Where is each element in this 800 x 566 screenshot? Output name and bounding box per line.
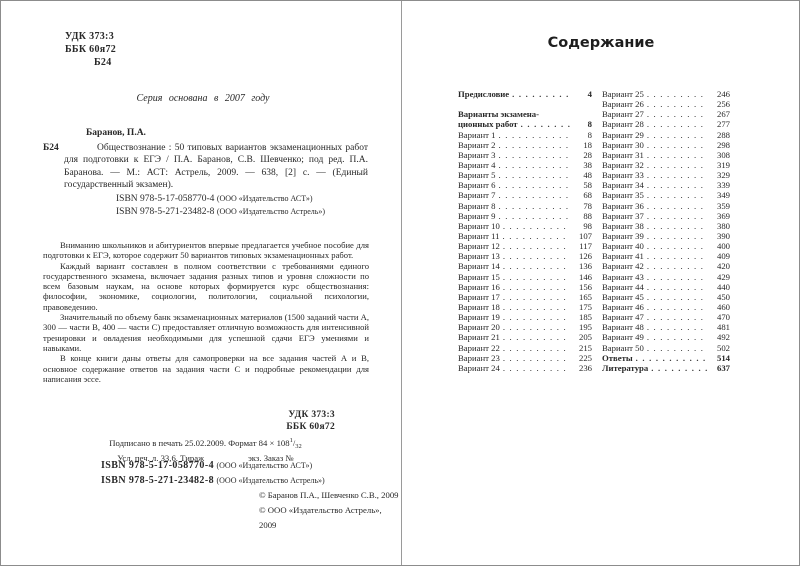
toc-entry-label: ционных работ [458, 119, 518, 130]
toc-entry [458, 130, 592, 140]
toc-entry [602, 231, 730, 241]
isbn-publisher: (ООО «Издательство Астрель») [216, 207, 326, 217]
toc-dot-leader [502, 231, 570, 241]
toc-entry-page: 329 [716, 170, 730, 181]
bbk-code-footer: ББК 60я72 [286, 421, 335, 432]
toc-dot-leader [647, 332, 708, 342]
toc-entry-label: Вариант 35 [602, 190, 644, 201]
toc-entry-label: Вариант 9 [458, 210, 496, 221]
toc-entry [602, 150, 730, 160]
toc-entry-page: 481 [716, 322, 730, 333]
bbk-code: ББК 60я72 [65, 44, 117, 55]
toc-dot-leader [647, 231, 708, 241]
toc-dot-leader [647, 99, 708, 109]
toc-entry [602, 211, 730, 221]
toc-entry-page: 4 [587, 89, 592, 99]
toc-dot-leader [647, 241, 708, 251]
toc-entry-page: 156 [578, 281, 592, 292]
isbn-publisher: (ООО «Издательство АСТ») [216, 461, 313, 470]
toc-entry-label: Вариант 47 [602, 312, 644, 323]
toc-entry [458, 312, 592, 322]
toc-entry-label: Вариант 6 [458, 180, 496, 191]
isbn-publisher: (ООО «Издательство Астрель») [216, 476, 325, 485]
toc-entry-label: Литература [602, 362, 649, 373]
toc-entry-label: Вариант 31 [602, 149, 644, 160]
toc-entry-label: Вариант 40 [602, 241, 644, 252]
series-note: Серия основана в 2007 году [136, 93, 270, 104]
toc-entry [458, 160, 592, 170]
classification-codes-footer [286, 410, 335, 433]
toc-entry-page: 18 [583, 139, 592, 150]
toc-entry-label: Вариант 13 [458, 251, 500, 262]
toc-entry-label: Вариант 46 [602, 301, 644, 312]
copyright-block [259, 488, 401, 533]
toc-dot-leader [647, 109, 708, 119]
toc-entry-label: Предисловие [458, 89, 510, 99]
toc-entry [458, 302, 592, 312]
toc-entry-page: 277 [716, 119, 730, 130]
classification-codes [65, 30, 116, 69]
toc-entry-label: Вариант 4 [458, 159, 496, 170]
toc-entry-label: Вариант 36 [602, 200, 644, 211]
toc-entry [602, 89, 730, 99]
format-slash: / [292, 438, 296, 448]
toc-entry-page: 409 [716, 251, 730, 262]
toc-entry [458, 363, 592, 373]
toc-entry [458, 272, 592, 282]
toc-entry [602, 160, 730, 170]
toc-entry-label: Вариант 7 [458, 190, 496, 201]
toc-entry-page: 185 [578, 312, 592, 323]
toc-entry-page: 88 [583, 210, 592, 221]
toc-dot-leader [503, 363, 570, 373]
udk-code-footer: УДК 373:3 [288, 410, 335, 420]
toc-entry-page: 28 [583, 149, 592, 160]
toc-entry [602, 251, 730, 261]
toc-entry-label: Вариант 28 [602, 119, 644, 130]
page-title: Содержание [547, 35, 655, 51]
isbn-astrel-footer [101, 473, 325, 488]
toc-entry [458, 89, 592, 99]
toc-entry-page: 78 [583, 200, 592, 211]
toc-dot-leader [498, 190, 570, 200]
toc-entry-label: Ответы [602, 352, 633, 363]
udk-code: УДК 373:3 [65, 31, 114, 42]
toc-entry [458, 261, 592, 271]
toc-entry [602, 180, 730, 190]
toc-dot-leader [521, 119, 570, 129]
toc-dot-leader [503, 261, 570, 271]
toc-entry-label: Вариант 20 [458, 322, 500, 333]
toc-entry [458, 221, 592, 231]
toc-entry-label: Вариант 27 [602, 109, 644, 120]
toc-entry [458, 180, 592, 190]
isbn-number: ISBN 978-5-17-058770-4 [101, 460, 214, 471]
isbn-number: ISBN 978-5-271-23482-8 [101, 475, 214, 486]
toc-entry-page: 236 [578, 362, 592, 373]
copyright-publisher: © ООО «Издательство Астрель», 2009 [259, 505, 382, 530]
toc-dot-leader [503, 251, 570, 261]
isbn-ast [116, 193, 368, 205]
catalog-code: Б24 [43, 143, 59, 153]
toc-entry [458, 231, 592, 241]
toc-dot-leader [647, 343, 708, 353]
isbn-number: ISBN 978-5-17-058770-4 [116, 193, 215, 204]
contents-page [402, 1, 800, 565]
toc-dot-leader [647, 180, 708, 190]
toc-entry-page: 126 [578, 251, 592, 262]
toc-entry-label: Вариант 33 [602, 170, 644, 181]
toc-entry [602, 343, 730, 353]
toc-entry-page: 298 [716, 139, 730, 150]
copyright-authors: © Баранов П.А., Шевченко С.В., 2009 [259, 490, 399, 500]
toc-dot-leader [512, 89, 570, 99]
toc-entry-page: 359 [716, 200, 730, 211]
toc-entry-label: Варианты экзамена- [458, 109, 540, 120]
toc-dot-leader [498, 211, 570, 221]
toc-dot-leader [503, 353, 570, 363]
toc-entry-label: Вариант 49 [602, 332, 644, 343]
toc-dot-leader [503, 282, 570, 292]
toc-entry-page: 450 [716, 291, 730, 302]
toc-dot-leader [647, 201, 708, 211]
toc-entry [602, 312, 730, 322]
toc-entry-label: Вариант 41 [602, 251, 644, 262]
toc-entry-page: 225 [578, 352, 592, 363]
toc-entry [458, 332, 592, 342]
toc-entry-page: 460 [716, 301, 730, 312]
toc-entry-label: Вариант 21 [458, 332, 500, 343]
toc-entry-label: Вариант 12 [458, 241, 500, 252]
catalog-entry [43, 142, 368, 218]
toc-dot-leader [503, 332, 570, 342]
toc-dot-leader [503, 312, 570, 322]
toc-entry [602, 130, 730, 140]
annotation-paragraph: Вниманию школьников и абитуриентов впервые предлагается учебное пособие для подготовки к ЕГЭ, которое содержит 50 вариантов типовых экзаменационных работ. [43, 240, 369, 261]
toc-entry [458, 119, 592, 129]
toc-entry [602, 353, 730, 363]
toc-entry-label: Вариант 32 [602, 159, 644, 170]
toc-dot-leader [647, 292, 708, 302]
imprint-line-1 [43, 435, 368, 453]
toc-entry-label: Вариант 18 [458, 301, 500, 312]
toc-entry [602, 170, 730, 180]
toc-entry [602, 201, 730, 211]
imprint-sheets-text: Усл. печ. л. 33,6. Тираж [117, 452, 205, 463]
toc-entry-page: 420 [716, 261, 730, 272]
toc-entry-page: 107 [578, 230, 592, 241]
toc-dot-leader [647, 261, 708, 271]
toc-entry-page: 308 [716, 149, 730, 160]
toc-entry [458, 251, 592, 261]
toc-entry-page: 8 [587, 119, 592, 130]
toc-entry-label: Вариант 22 [458, 342, 500, 353]
toc-dot-leader [647, 221, 708, 231]
toc-entry [602, 302, 730, 312]
toc-entry-label: Вариант 34 [602, 180, 644, 191]
toc-dot-leader [647, 251, 708, 261]
annotation-block [43, 240, 369, 384]
annotation-paragraph: В конце книги даны ответы для самопроверки на все задания частей А и В, основное содержание ответов на задания части С и подробные рекомендации для написания эссе. [43, 353, 369, 384]
toc-dot-leader [647, 322, 708, 332]
toc-entry-page: 492 [716, 332, 730, 343]
toc-dot-leader [647, 140, 708, 150]
toc-column-left [458, 89, 592, 373]
isbn-number: ISBN 978-5-271-23482-8 [116, 207, 215, 218]
toc-entry [458, 353, 592, 363]
format-superscript: 1 [289, 437, 293, 444]
toc-entry-page: 400 [716, 241, 730, 252]
toc-entry [602, 109, 730, 119]
toc-entry-label: Вариант 3 [458, 149, 496, 160]
toc-entry [458, 282, 592, 292]
toc-entry-label: Вариант 37 [602, 210, 644, 221]
toc-entry [458, 241, 592, 251]
author-sign-code: Б24 [94, 57, 112, 68]
isbn-astrel [116, 206, 368, 218]
format-subscript: 32 [295, 443, 302, 450]
toc-entry-page: 58 [583, 180, 592, 191]
toc-dot-leader [647, 302, 708, 312]
toc-entry [602, 272, 730, 282]
toc-entry [602, 363, 730, 373]
author-heading: Баранов, П.А. [86, 128, 146, 138]
toc-dot-leader [498, 160, 570, 170]
toc-entry [602, 292, 730, 302]
toc-entry [602, 119, 730, 129]
toc-entry [458, 150, 592, 160]
toc-dot-leader [651, 363, 708, 373]
toc-dot-leader [647, 272, 708, 282]
toc-entry-page: 68 [583, 190, 592, 201]
toc-dot-leader [498, 130, 570, 140]
toc-entry-label: Вариант 42 [602, 261, 644, 272]
toc-entry [458, 211, 592, 221]
toc-dot-leader [503, 272, 570, 282]
toc-entry-page: 175 [578, 301, 592, 312]
toc-entry-label: Вариант 43 [602, 271, 644, 282]
toc-entry-page: 502 [716, 342, 730, 353]
isbn-footer-block [101, 458, 325, 488]
toc-entry-page: 246 [716, 89, 730, 99]
toc-dot-leader [647, 89, 708, 99]
toc-dot-leader [498, 140, 570, 150]
toc-entry [602, 282, 730, 292]
toc-dot-leader [647, 119, 708, 129]
toc-entry [458, 109, 592, 119]
toc-entry-label: Вариант 44 [602, 281, 644, 292]
toc-entry-label: Вариант 50 [602, 342, 644, 353]
toc-dot-leader [647, 130, 708, 140]
toc-dot-leader [503, 292, 570, 302]
imprint-format-text: Подписано в печать 25.02.2009. Формат 84 × 108 [109, 438, 290, 448]
toc-entry [458, 170, 592, 180]
toc-dot-leader [498, 150, 570, 160]
toc-entry-label: Вариант 10 [458, 220, 500, 231]
toc-dot-leader [498, 170, 570, 180]
annotation-paragraph: Каждый вариант составлен в полном соответствии с требованиями единого государственного экзамена, включает задания разных типов и уровня сложности по всем базовым наукам, на основе которых формируется курс обществознания: философии, экономике, социологии, политологии, социальной психологии, правоведению. [43, 260, 369, 312]
toc-entry-page: 267 [716, 109, 730, 120]
toc-entry-label: Вариант 16 [458, 281, 500, 292]
toc-entry-label: Вариант 38 [602, 220, 644, 231]
toc-entry [458, 292, 592, 302]
toc-entry-label: Вариант 25 [602, 89, 644, 99]
toc-dot-leader [503, 221, 570, 231]
imprint-page [1, 1, 402, 565]
toc-entry-page: 215 [578, 342, 592, 353]
toc-entry [602, 140, 730, 150]
toc-entry-label: Вариант 23 [458, 352, 500, 363]
toc-dot-leader [503, 241, 570, 251]
toc-column-right [602, 89, 730, 373]
toc-dot-leader [503, 343, 570, 353]
toc-entry [458, 140, 592, 150]
toc-entry-page: 369 [716, 210, 730, 221]
toc-entry-page: 205 [578, 332, 592, 343]
toc-entry-page: 136 [578, 261, 592, 272]
toc-entry-label: Вариант 45 [602, 291, 644, 302]
toc-entry-page: 380 [716, 220, 730, 231]
toc-entry [602, 190, 730, 200]
toc-entry-label: Вариант 19 [458, 312, 500, 323]
toc-entry [602, 261, 730, 271]
toc-dot-leader [647, 150, 708, 160]
toc-entry-label: Вариант 39 [602, 230, 644, 241]
toc-entry-label: Вариант 24 [458, 362, 500, 373]
isbn-publisher: (ООО «Издательство АСТ») [216, 193, 313, 203]
toc-entry-page: 514 [716, 352, 730, 363]
toc-entry-page: 8 [587, 129, 592, 140]
toc-dot-leader [636, 353, 708, 363]
toc-entry-page: 429 [716, 271, 730, 282]
toc-entry-label: Вариант 2 [458, 139, 496, 150]
toc-dot-leader [647, 312, 708, 322]
catalog-description: Обществознание : 50 типовых вариантов экзаменационных работ для подготовки к ЕГЭ / П.А. Баранов, С.В. Шевченко; под ред. П.А. Баранова. — М.: АСТ: Астрель, 2009. — 638, [2] с. — (Единый государственный экзамен). [64, 143, 368, 191]
imprint-order-text: экз. Заказ № [248, 452, 294, 463]
toc-dot-leader [498, 201, 570, 211]
toc-dot-leader [647, 170, 708, 180]
toc-entry-page: 637 [716, 362, 730, 373]
toc-entry-page: 195 [578, 322, 592, 333]
toc-entry [602, 241, 730, 251]
toc-dot-leader [647, 282, 708, 292]
toc-dot-leader [647, 190, 708, 200]
toc-entry-page: 165 [578, 291, 592, 302]
toc-entry-label: Вариант 26 [602, 99, 644, 110]
toc-entry [458, 201, 592, 211]
toc-entry [602, 322, 730, 332]
toc-entry-label: Вариант 11 [458, 230, 500, 241]
annotation-paragraph: Значительный по объему банк экзаменационных материалов (1500 заданий части А, 300 — части В, 400 — части С) предоставляет отличную возможность для интенсивной тренировки и овладения необходимыми для успешной сдачи ЕГЭ умениями и навыками. [43, 312, 369, 353]
toc-entry [458, 190, 592, 200]
toc-entry-page: 38 [583, 159, 592, 170]
toc-entry-page: 319 [716, 159, 730, 170]
toc-entry-label: Вариант 48 [602, 322, 644, 333]
toc-dot-leader [503, 302, 570, 312]
toc-entry-page: 146 [578, 271, 592, 282]
toc-entry-page: 48 [583, 170, 592, 181]
toc-entry-label: Вариант 8 [458, 200, 496, 211]
toc-entry [602, 99, 730, 109]
toc-entry-page: 256 [716, 99, 730, 110]
toc-entry-label: Вариант 1 [458, 129, 496, 140]
toc-entry-page: 98 [583, 220, 592, 231]
toc-entry [602, 332, 730, 342]
toc-dot-leader [647, 211, 708, 221]
toc-entry-page: 470 [716, 312, 730, 323]
toc-entry-label: Вариант 30 [602, 139, 644, 150]
toc-entry [458, 322, 592, 332]
toc-entry-page: 339 [716, 180, 730, 191]
toc-entry [602, 221, 730, 231]
toc-entry-page: 117 [579, 241, 592, 252]
toc-entry-page: 390 [716, 230, 730, 241]
toc-entry-label: Вариант 17 [458, 291, 500, 302]
toc-dot-leader [503, 322, 570, 332]
toc-entry-label: Вариант 5 [458, 170, 496, 181]
toc-entry-label: Вариант 14 [458, 261, 500, 272]
toc-entry-page: 288 [716, 129, 730, 140]
toc-entry-page: 440 [716, 281, 730, 292]
toc-entry-label: Вариант 15 [458, 271, 500, 282]
toc-entry-label: Вариант 29 [602, 129, 644, 140]
toc-entry-page: 349 [716, 190, 730, 201]
toc-dot-leader [498, 180, 570, 190]
toc-dot-leader [647, 160, 708, 170]
toc-entry [458, 343, 592, 353]
isbn-ast-footer [101, 458, 325, 473]
